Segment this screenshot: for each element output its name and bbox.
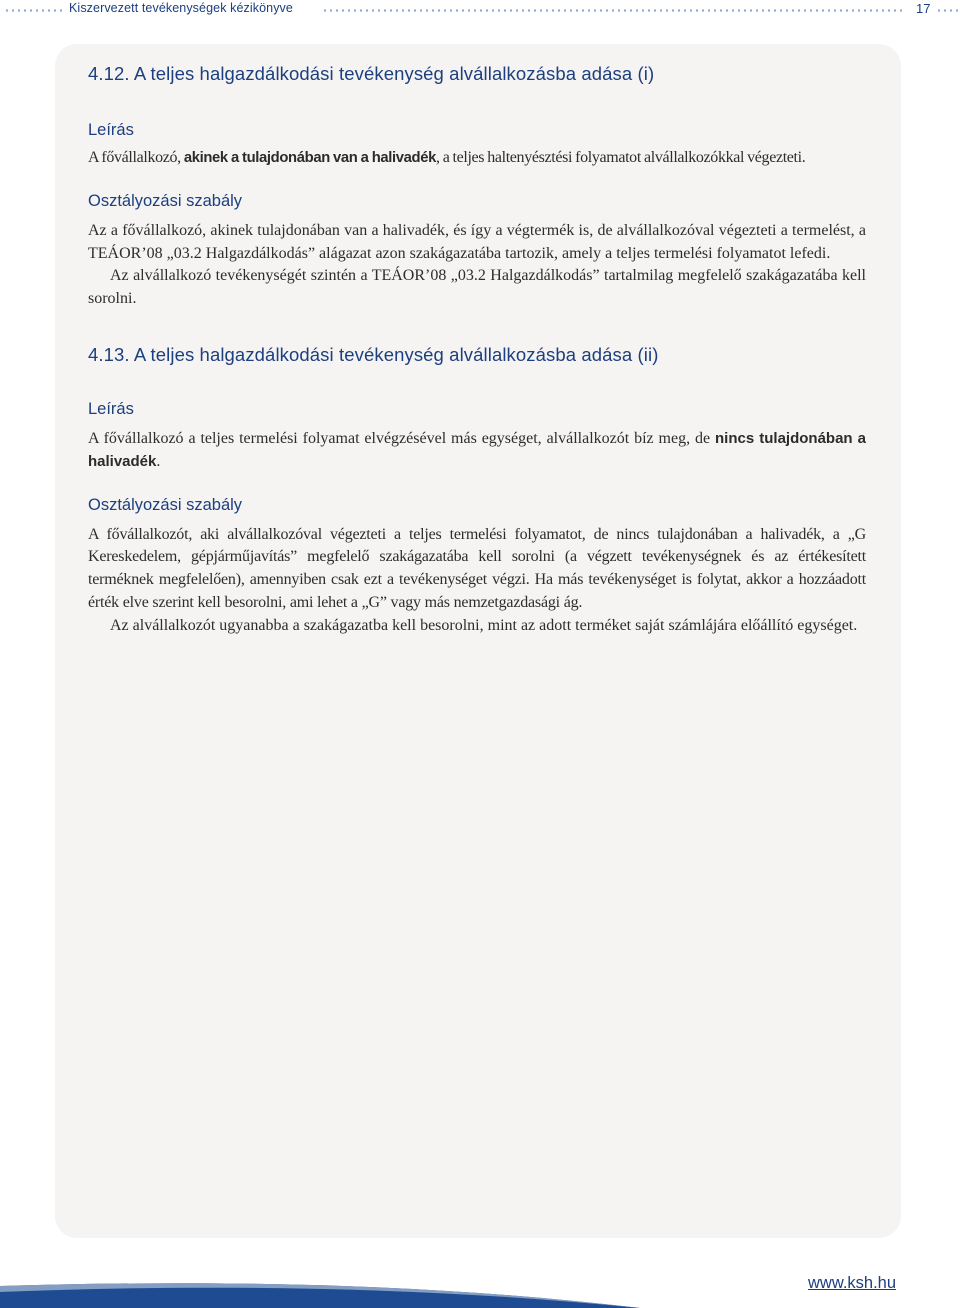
section-413-rule-paragraph-2: Az alvállalkozót ugyanabba a szakágazatba kell besorolni, mint az adott terméket saját számlájára előállító egységet.	[110, 616, 858, 634]
page-number: 17	[916, 1, 931, 16]
section-412-title: 4.12. A teljes halgazdálkodási tevékenység alvállalkozásba adása (i)	[88, 63, 655, 84]
header-dots-right	[936, 9, 960, 12]
page-header	[0, 0, 960, 22]
page-content	[88, 60, 866, 638]
section-412-description-text-2: , a teljes haltenyésztési folyamatot alvállalkozókkal végezteti.	[436, 149, 806, 166]
section-413-description-text-1: A fővállalkozó a teljes termelési folyamat elvégzésével más egységet, alvállalkozót bíz meg, de	[88, 429, 716, 447]
section-413-description	[88, 428, 866, 474]
section-412-description-heading: Leírás	[88, 121, 134, 139]
section-412-rule-paragraph-1: Az a fővállalkozó, akinek tulajdonában van a halivadék, és így a végtermék is, de alvállalkozóval végezteti a termelést, a TEÁOR’08 „03.2 Halgazdálkodás” alágazat azon szakágazatába tartozik, amely a teljes termelési folyamatot lefedi.	[88, 221, 866, 262]
section-412-rule-heading: Osztályozási szabály	[88, 191, 243, 210]
section-412-rule-paragraph-2: Az alvállalkozó tevékenységét szintén a TEÁOR’08 „03.2 Halgazdálkodás” tartalmilag megfelelő szakágazatába kell sorolni.	[88, 267, 866, 308]
footer-website-link[interactable]: www.ksh.hu	[808, 1274, 897, 1292]
footer-wave	[0, 1276, 640, 1308]
section-412-description-bold: akinek a tulajdonában van a halivadék	[183, 150, 436, 166]
section-413-description-bold: nincs tulajdonában a halivadék	[88, 429, 867, 470]
section-412-description	[88, 147, 866, 170]
section-413-title: 4.13. A teljes halgazdálkodási tevékenység alvállalkozásba adása (ii)	[88, 343, 659, 365]
header-dots-middle	[322, 9, 904, 12]
section-412-description-text-1: A fővállalkozó,	[88, 149, 184, 166]
section-413-rule-heading: Osztályozási szabály	[88, 495, 243, 514]
section-413-description-text-2: .	[156, 452, 161, 470]
running-title: Kiszervezett tevékenységek kézikönyve	[69, 1, 293, 15]
header-dots-left	[4, 9, 62, 12]
section-413-description-heading: Leírás	[88, 399, 134, 418]
section-413-rule-paragraph-1: A fővállalkozót, aki alvállalkozóval végezteti a teljes termelési folyamatot, de nincs tulajdonában a halivadék, a „G Kereskedelem, gépjárműjavítás” megfelelő szakágazatába kell sorolni (a végzett tevékenységnek és az értékesített terméknek megfelelően), amennyiben csak ezt a tevékenységet végzi. Ha más tevékenységet is folytat, akkor a hozzáadott érték elve szerint kell besorolni, ami lehet a „G” vagy más nemzetgazdasági ág.	[88, 525, 866, 611]
